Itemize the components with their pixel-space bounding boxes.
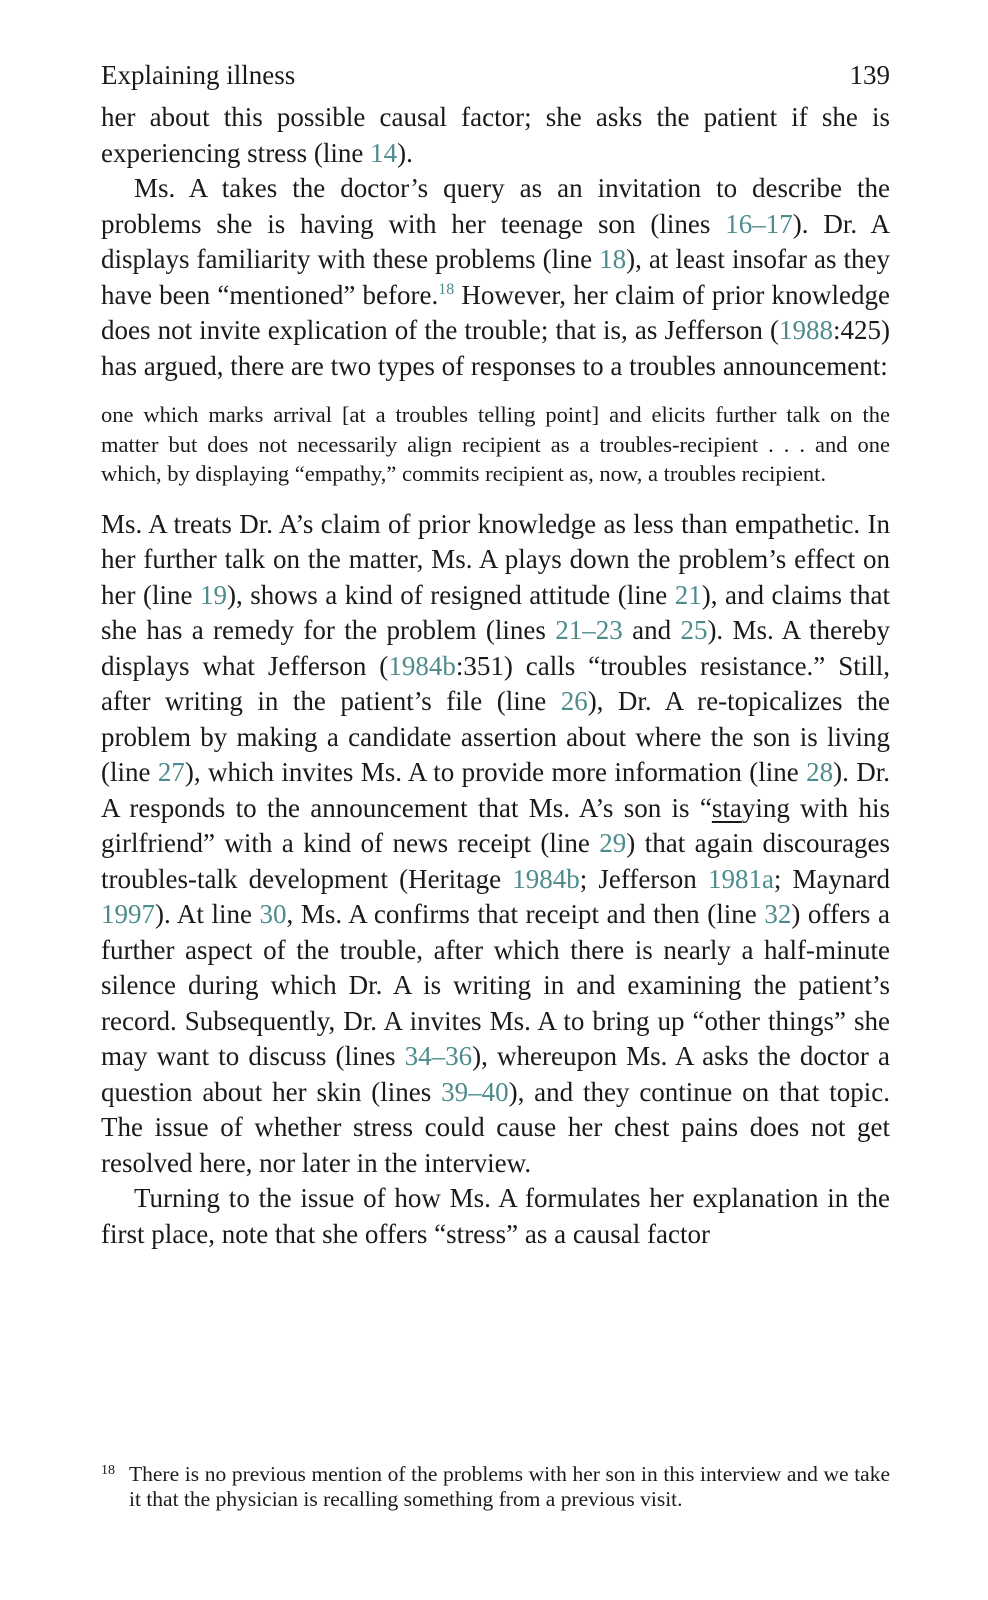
- text-run: ). At line: [155, 899, 260, 929]
- text-run: her about this possible causal factor; she asks the patient if she is experiencing stress (line: [101, 102, 890, 168]
- line-reference-link[interactable]: 39–40: [441, 1076, 509, 1107]
- line-reference-link[interactable]: 21–23: [555, 615, 623, 645]
- text-run: :351) calls “troubles resistance.” Still, after writing in the patient’s file (line: [101, 650, 891, 716]
- text-run: ; Maynard: [773, 863, 891, 894]
- text-run: ), and they continue on that topic. The issue of whether stress could cause her chest pains does not get resolved here, nor later in the interview.: [101, 1076, 890, 1178]
- running-head: [101, 58, 890, 92]
- text-run: :425) has argued, there are two types of responses to a troubles announcement:: [101, 315, 890, 381]
- citation-link[interactable]: 1984b: [512, 863, 580, 894]
- footnote-number: 18: [101, 1463, 115, 1478]
- line-reference-link[interactable]: 16–17: [725, 208, 793, 239]
- underlined-text: sta: [711, 792, 742, 823]
- text-run: , Ms. A confirms that receipt and then (line: [286, 899, 765, 929]
- text-run: ), whereupon Ms. A asks the doctor a question about her skin (lines: [101, 1041, 890, 1107]
- text-run: ying with his girlfriend” with a kind of news receipt (line: [101, 792, 891, 858]
- running-head-title: Explaining illness: [101, 60, 296, 90]
- paragraph-3: [101, 507, 890, 1182]
- line-reference-link[interactable]: 34–36: [404, 1041, 473, 1071]
- paragraph-1: [101, 100, 890, 171]
- text-run: Ms. A treats Dr. A’s claim of prior knowledge as less than empathetic. In her further talk on the matter, Ms. A plays down the problem’s effect on her (line: [101, 508, 890, 610]
- text-run: ). Dr. A displays familiarity with these problems (line: [101, 208, 890, 274]
- citation-link[interactable]: 1984b: [388, 650, 456, 681]
- line-reference-link[interactable]: 27: [157, 757, 185, 787]
- text-run: ) offers a further aspect of the trouble, after which there is nearly a half-minute silence during which Dr. A is writing in and examining the patient’s record. Subsequently, Dr. A invites Ms. A to bring up “other things” she may want to discuss (lines: [101, 899, 890, 1071]
- text-run: ). Dr. A responds to the announcement that Ms. A’s son is “: [101, 757, 890, 823]
- text-run: ), Dr. A re-topicalizes the problem by making a candidate assertion about where the son is living (line: [101, 686, 890, 787]
- line-reference-link[interactable]: 26: [560, 686, 588, 716]
- text-run: ) that again discourages troubles-talk development (Heritage: [101, 828, 890, 894]
- text-run: Turning to the issue of how Ms. A formulates her explanation in the first place, note that she offers “stress” as a causal factor: [101, 1183, 890, 1249]
- line-reference-link[interactable]: 30: [259, 899, 287, 929]
- line-reference-link[interactable]: 29: [599, 828, 627, 858]
- footnotes: [101, 1462, 890, 1512]
- footnote-18: [101, 1462, 890, 1512]
- page-number: 139: [849, 60, 890, 90]
- citation-link[interactable]: 1981a: [707, 863, 774, 894]
- text-run: However, her claim of prior knowledge does not invite explication of the trouble; that is, as Jefferson (: [101, 279, 891, 345]
- text-run: ), shows a kind of resigned attitude (line: [226, 579, 675, 610]
- text-run: ), which invites Ms. A to provide more information (line: [184, 757, 807, 787]
- text-run: Ms. A takes the doctor’s query as an invitation to describe the problems she is having with her teenage son (lines: [101, 173, 890, 239]
- text-run: ). Ms. A thereby displays what Jefferson (: [101, 615, 890, 681]
- footnote-text: There is no previous mention of the problems with her son in this interview and we take it that the physician is recalling something from a previous visit.: [129, 1462, 890, 1511]
- paragraph-2: [101, 171, 890, 384]
- line-reference-link[interactable]: 14: [370, 137, 398, 168]
- text-run: ), and claims that she has a remedy for the problem (lines: [101, 579, 891, 645]
- page-body: [101, 58, 890, 1252]
- block-quote: one which marks arrival [at a troubles telling point] and elicits further talk on the matter but does not necessarily align recipient as a troubles-recipient . . . and one which, by displaying “empathy,” commits recipient as, now, a troubles recipient.: [101, 402, 890, 486]
- text-run: ; Jefferson: [579, 863, 708, 894]
- line-reference-link[interactable]: 19: [199, 579, 227, 610]
- line-reference-link[interactable]: 32: [764, 899, 792, 929]
- citation-link[interactable]: 1997: [101, 899, 155, 929]
- footnote-marker-link[interactable]: 18: [438, 280, 455, 298]
- line-reference-link[interactable]: 25: [680, 615, 708, 645]
- text-run: and: [622, 615, 681, 645]
- paragraph-4: [101, 1181, 890, 1252]
- citation-link[interactable]: 1988: [779, 315, 833, 345]
- line-reference-link[interactable]: 21: [674, 579, 702, 610]
- line-reference-link[interactable]: 18: [599, 244, 627, 274]
- text-run: ).: [397, 137, 413, 168]
- text-run: ), at least insofar as they have been “mentioned” before.: [101, 244, 890, 310]
- line-reference-link[interactable]: 28: [806, 757, 834, 787]
